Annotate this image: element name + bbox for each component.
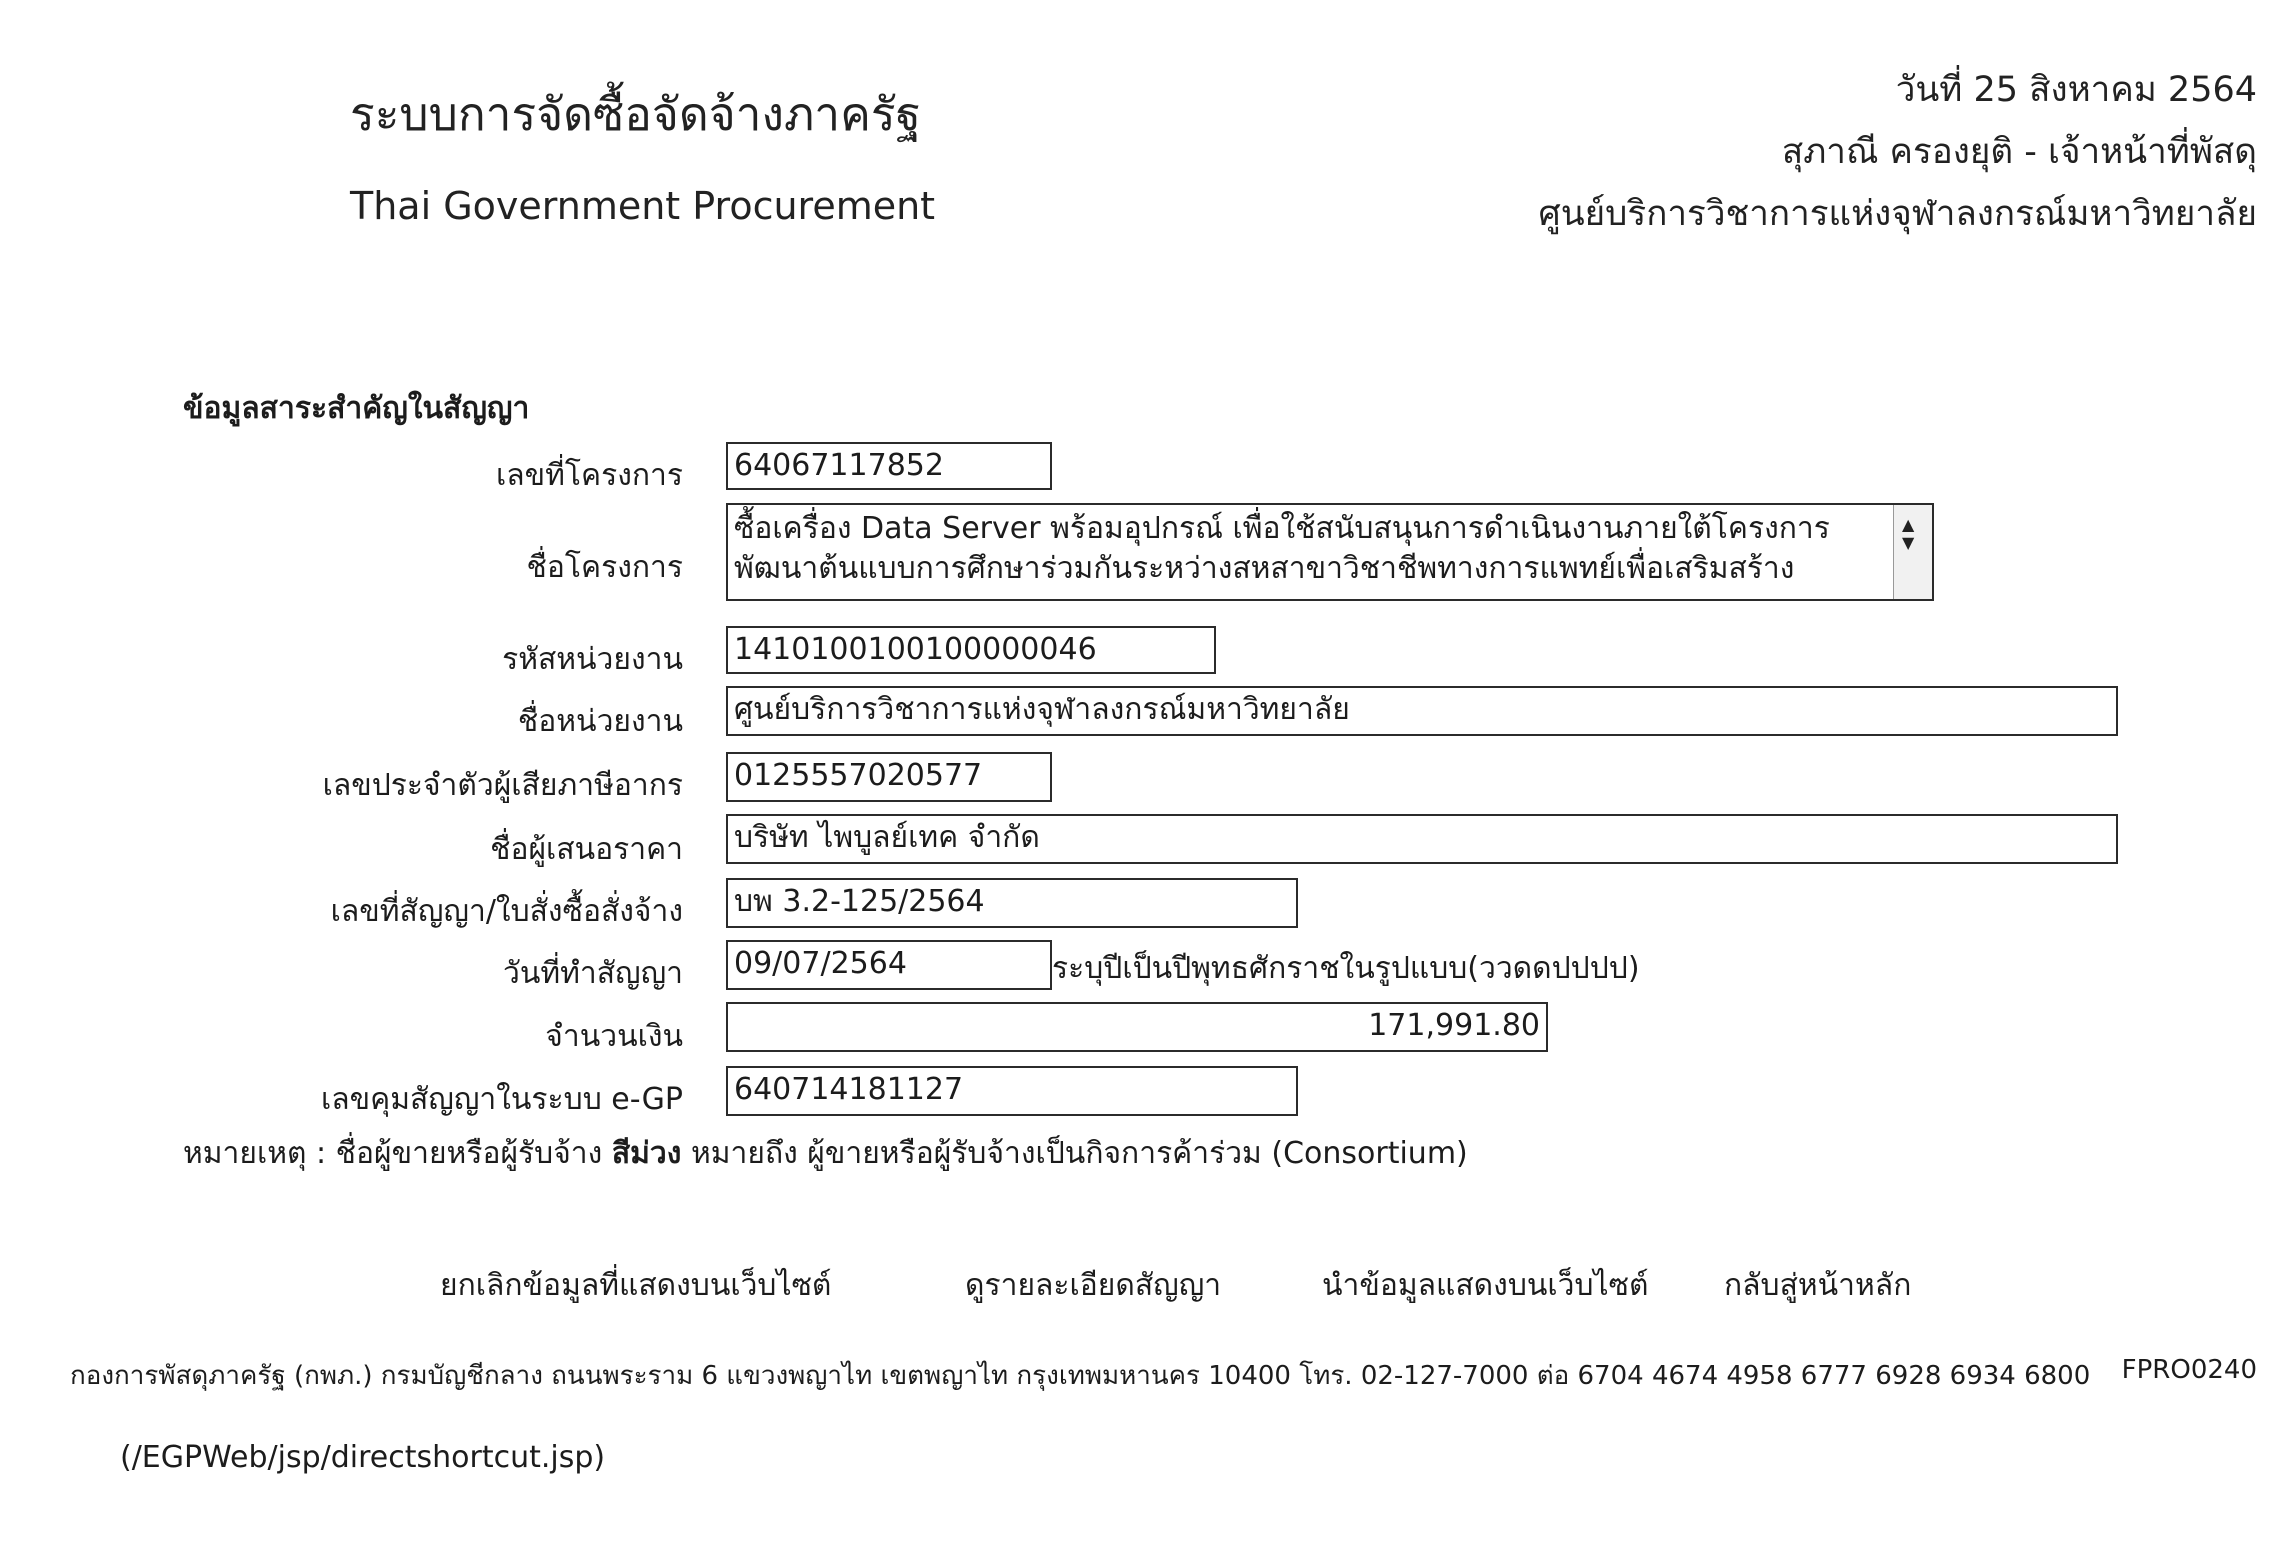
project-name-textarea[interactable] <box>726 503 1934 601</box>
contract-date-label: วันที่ทำสัญญา <box>502 956 683 991</box>
current-date: วันที่ 25 สิงหาคม 2564 <box>1895 70 2257 110</box>
project-name-label: ชื่อโครงการ <box>526 550 683 585</box>
cancel-publish-link[interactable]: ยกเลิกข้อมูลที่แสดงบนเว็บไซต์ <box>440 1268 832 1303</box>
dept-code-field[interactable]: 1410100100100000046 <box>726 626 1216 674</box>
textarea-scrollbar[interactable] <box>1893 505 1932 599</box>
contract-no-label: เลขที่สัญญา/ใบสั่งซื้อสั่งจ้าง <box>330 894 683 929</box>
bidder-field[interactable]: บริษัท ไพบูลย์เทค จำกัด <box>726 814 2118 864</box>
egp-no-field[interactable]: 640714181127 <box>726 1066 1298 1116</box>
system-name-th: ระบบการจัดซื้อจัดจ้างภาครัฐ <box>350 87 921 141</box>
note-text <box>183 1130 1468 1177</box>
user-info: สุภาณี ครองยุติ - เจ้าหน้าที่พัสดุ <box>1781 132 2257 172</box>
footer-address: กองการพัสดุภาครัฐ (กพภ.) กรมบัญชีกลาง ถนนพระราม 6 แขวงพญาไท เขตพญาไท กรุงเทพมหานคร 10400 โทร. 02-127-7000 ต่อ 6704 4674 4958 6777 6928 6934 6800 <box>70 1361 2091 1391</box>
project-name-text: ซื้อเครื่อง Data Server พร้อมอุปกรณ์ เพื่อใช้สนับสนุนการดำเนินงานภายใต้โครงการ พัฒนาต้นแบบการศึกษาร่วมกันระหว่างสหสาขาวิชาชีพทางการแพทย์เพื่อเสริมสร้าง <box>734 511 1830 586</box>
contract-no-field[interactable]: บพ 3.2-125/2564 <box>726 878 1298 928</box>
egp-no-label: เลขคุมสัญญาในระบบ e-GP <box>321 1082 683 1117</box>
dept-name-label: ชื่อหน่วยงาน <box>517 704 683 739</box>
bidder-label: ชื่อผู้เสนอราคา <box>490 832 683 867</box>
scroll-up-icon[interactable]: ▲ <box>1902 515 1915 534</box>
system-name-en: Thai Government Procurement <box>350 184 936 228</box>
amount-label: จำนวนเงิน <box>545 1019 683 1054</box>
view-contract-link[interactable]: ดูรายละเอียดสัญญา <box>965 1268 1222 1303</box>
tax-id-label: เลขประจำตัวผู้เสียภาษีอากร <box>322 768 683 803</box>
dept-code-label: รหัสหน่วยงาน <box>502 642 683 677</box>
section-title: ข้อมูลสาระสำคัญในสัญญา <box>183 391 530 426</box>
note-suffix: หมายถึง ผู้ขายหรือผู้รับจ้างเป็นกิจการค้าร่วม (Consortium) <box>690 1136 1468 1171</box>
note-prefix: หมายเหตุ : ชื่อผู้ขายหรือผู้รับจ้าง <box>183 1136 603 1171</box>
date-format-hint: ระบุปีเป็นปีพุทธศักราชในรูปแบบ(ววดดปปปป) <box>1052 951 1640 986</box>
page-code: FPRO0240 <box>2121 1355 2257 1385</box>
publish-link[interactable]: นำข้อมูลแสดงบนเว็บไซต์ <box>1322 1268 1649 1303</box>
dept-name-field[interactable]: ศูนย์บริการวิชาการแห่งจุฬาลงกรณ์มหาวิทยาลัย <box>726 686 2118 736</box>
organization-name: ศูนย์บริการวิชาการแห่งจุฬาลงกรณ์มหาวิทยาลัย <box>1538 194 2257 234</box>
contract-date-field[interactable]: 09/07/2564 <box>726 940 1052 990</box>
note-highlight: สีม่วง <box>611 1136 682 1171</box>
scroll-down-icon[interactable]: ▼ <box>1902 533 1915 552</box>
project-no-label: เลขที่โครงการ <box>496 458 683 493</box>
page-url: (/EGPWeb/jsp/directshortcut.jsp) <box>120 1440 606 1475</box>
project-no-field[interactable]: 64067117852 <box>726 442 1052 490</box>
tax-id-field[interactable]: 0125557020577 <box>726 752 1052 802</box>
home-link[interactable]: กลับสู่หน้าหลัก <box>1724 1268 1912 1303</box>
amount-field[interactable]: 171,991.80 <box>726 1002 1548 1052</box>
